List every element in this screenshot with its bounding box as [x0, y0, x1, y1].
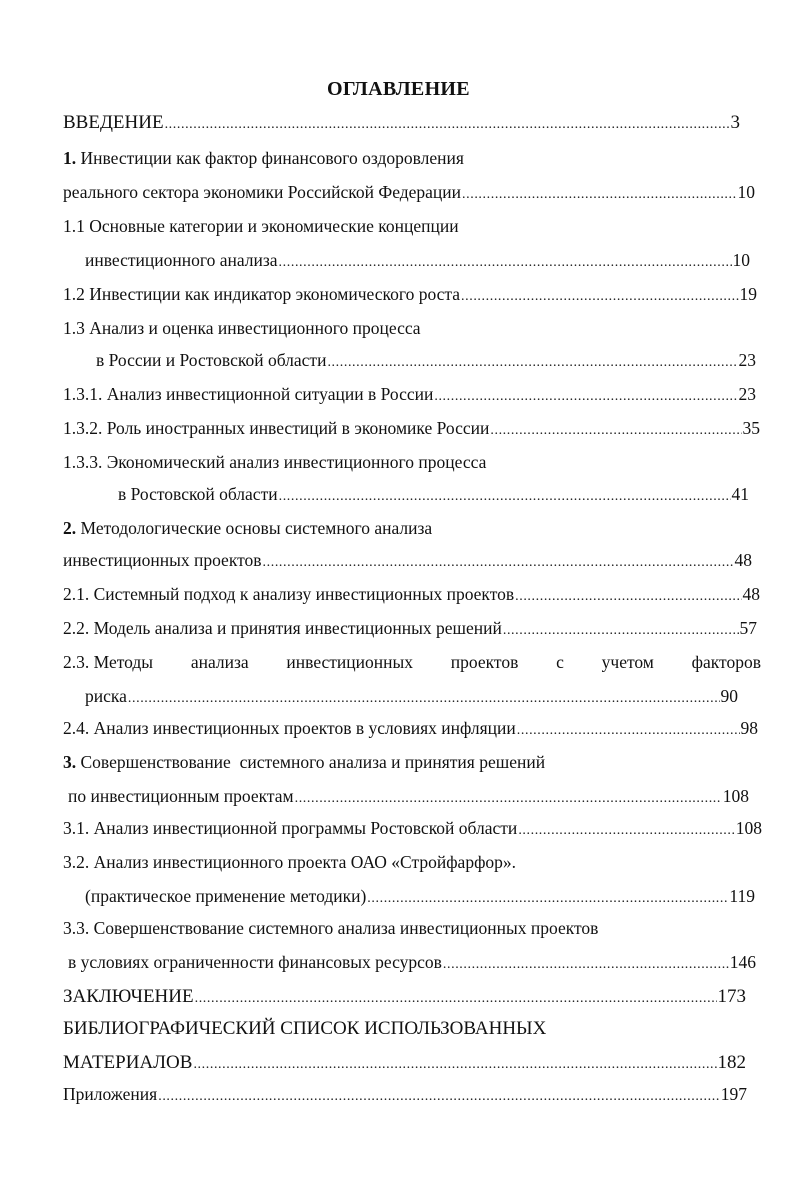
leader-dots	[367, 891, 728, 907]
toc-entry-ch3-line2: по инвестиционным проектам ..... 108	[68, 786, 749, 810]
page-number: 48	[742, 584, 760, 604]
toc-entry-ch1-line2: реального сектора экономики Российской Федерации ..... 10	[63, 182, 755, 206]
toc-entry-ch1-line1: 1. Инвестиции как фактор финансового оздоровления	[63, 148, 464, 168]
toc-entry-ch2-line2: инвестиционных проектов ..... 48	[63, 550, 752, 574]
toc-entry-intro: ВВЕДЕНИЕ ..... 3	[63, 112, 740, 136]
toc-entry-2-4: 2.4. Анализ инвестиционных проектов в условиях инфляции ..... 98	[63, 718, 758, 742]
toc-entry-1-1-line1: 1.1 Основные категории и экономические концепции	[63, 216, 459, 236]
toc-entry-1-2: 1.2 Инвестиции как индикатор экономического роста ..... 19	[63, 284, 757, 308]
toc-entry-2-1: 2.1. Системный подход к анализу инвестиционных проектов ..... 48	[63, 584, 760, 608]
page-number: 10	[737, 182, 755, 202]
page-number: 10	[732, 250, 750, 270]
toc-entry-2-3-line1: 2.3. Методы анализа инвестиционных проектов с учетом факторов	[63, 652, 761, 672]
toc-entry-1-3-2: 1.3.2. Роль иностранных инвестиций в экономике России ..... 35	[63, 418, 760, 442]
toc-entry-1-1-line2: инвестиционного анализа ..... 10	[85, 250, 750, 274]
leader-dots	[503, 623, 739, 639]
toc-entry-conclusion: ЗАКЛЮЧЕНИЕ ..... 173	[63, 986, 746, 1010]
toc-entry-1-3-line2: в России и Ростовской области ..... 23	[96, 350, 756, 374]
toc-entry-3-1: 3.1. Анализ инвестиционной программы Ростовской области ..... 108	[63, 818, 762, 842]
toc-entry-2-3-line2: риска ..... 90	[85, 686, 738, 710]
leader-dots	[490, 423, 741, 439]
leader-dots	[193, 1057, 716, 1073]
toc-entry-1-3-line1: 1.3 Анализ и оценка инвестиционного процесса	[63, 318, 421, 338]
leader-dots	[158, 1089, 720, 1105]
page-number: 197	[720, 1084, 747, 1104]
leader-dots	[462, 187, 736, 203]
toc-entry-3-3-line2: в условиях ограниченности финансовых ресурсов ..... 146	[68, 952, 756, 976]
leader-dots	[434, 389, 737, 405]
page-number: 108	[722, 786, 749, 806]
page-number: 182	[717, 1052, 746, 1073]
page-number: 41	[731, 484, 749, 504]
leader-dots	[279, 255, 732, 271]
leader-dots	[327, 355, 737, 371]
page-number: 108	[735, 818, 762, 838]
toc-entry-ch2-line1: 2. Методологические основы системного анализа	[63, 518, 433, 538]
toc-entry-bibliography-line1: БИБЛИОГРАФИЧЕСКИЙ СПИСОК ИСПОЛЬЗОВАННЫХ	[63, 1018, 547, 1039]
page-number: 23	[738, 350, 756, 370]
page-number: 35	[742, 418, 760, 438]
leader-dots	[443, 957, 729, 973]
leader-dots	[295, 791, 722, 807]
toc-entry-1-3-3-line1: 1.3.3. Экономический анализ инвестиционного процесса	[63, 452, 487, 472]
toc-entry-3-2-line2: (практическое применение методики) ..... 119	[85, 886, 755, 910]
toc-entry-3-3-line1: 3.3. Совершенствование системного анализа инвестиционных проектов	[63, 918, 599, 938]
leader-dots	[515, 589, 741, 605]
leader-dots	[263, 555, 734, 571]
page-number: 3	[730, 112, 740, 133]
toc-entry-appendix: Приложения ..... 197	[63, 1084, 747, 1108]
toc-entry-1-3-3-line2: в Ростовской области ..... 41	[118, 484, 749, 508]
page-number: 23	[738, 384, 756, 404]
page-number: 90	[720, 686, 738, 706]
leader-dots	[195, 991, 717, 1007]
toc-entry-ch3-line1: 3. Совершенствование системного анализа и принятия решений	[63, 752, 546, 772]
page-number: 48	[734, 550, 752, 570]
page-number: 146	[729, 952, 756, 972]
page-number: 57	[739, 618, 757, 638]
toc-entry-3-2-line1: 3.2. Анализ инвестиционного проекта ОАО «Стройфарфор».	[63, 852, 517, 872]
page-number: 173	[717, 986, 746, 1007]
page-number: 19	[739, 284, 757, 304]
page-number: 98	[740, 718, 758, 738]
toc-entry-2-2: 2.2. Модель анализа и принятия инвестиционных решений ..... 57	[63, 618, 757, 642]
leader-dots	[461, 289, 738, 305]
toc-title: ОГЛАВЛЕНИЕ	[327, 78, 470, 100]
leader-dots	[165, 117, 730, 133]
page-number: 119	[729, 886, 755, 906]
leader-dots	[128, 691, 720, 707]
leader-dots	[518, 823, 734, 839]
toc-entry-1-3-1: 1.3.1. Анализ инвестиционной ситуации в России ..... 23	[63, 384, 756, 408]
leader-dots	[517, 723, 740, 739]
toc-entry-bibliography-line2: МАТЕРИАЛОВ ..... 182	[63, 1052, 746, 1076]
leader-dots	[279, 489, 731, 505]
